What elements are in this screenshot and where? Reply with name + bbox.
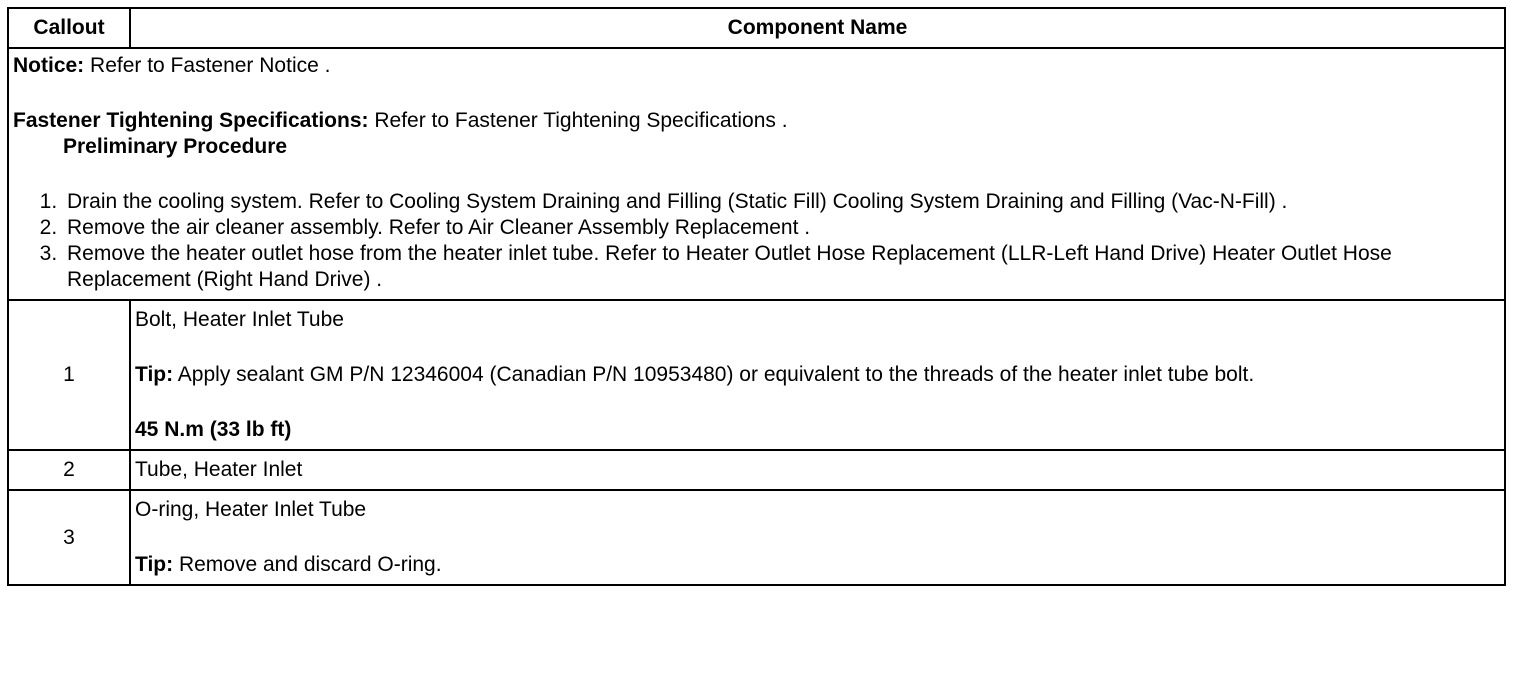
component-description xyxy=(130,300,1505,450)
header-component-name: Component Name xyxy=(130,8,1505,48)
preliminary-step: 1. Drain the cooling system. Refer to Cooling System Draining and Filling (Static Fill) Cooling System Draining and Filling (Vac-N-Fill) . xyxy=(63,189,1500,215)
component-description xyxy=(130,490,1505,585)
component-description xyxy=(130,450,1505,490)
component-table xyxy=(7,7,1506,586)
callout-number: 2 xyxy=(8,450,130,490)
tip-text: Remove and discard O-ring. xyxy=(173,553,442,576)
tip-label: Tip: xyxy=(135,553,174,576)
tip-line xyxy=(135,362,1500,388)
callout-number: 1 xyxy=(8,300,130,450)
header-row xyxy=(8,8,1505,48)
fastener-spec-text: Refer to Fastener Tightening Specifications . xyxy=(368,109,788,132)
notice-cell xyxy=(8,48,1505,300)
torque-spec: 45 N.m (33 lb ft) xyxy=(135,418,292,441)
notice-row xyxy=(8,48,1505,300)
preliminary-step: 3. Remove the heater outlet hose from the heater inlet tube. Refer to Heater Outlet Hose Replacement (LLR-Left Hand Drive) Heater Outlet Hose Replacement (Right Hand Drive) . xyxy=(63,241,1500,293)
component-name: Tube, Heater Inlet xyxy=(135,458,303,481)
fastener-spec-label: Fastener Tightening Specifications: xyxy=(13,109,369,132)
header-callout: Callout xyxy=(8,8,130,48)
preliminary-step: 2. Remove the air cleaner assembly. Refer to Air Cleaner Assembly Replacement . xyxy=(63,215,1500,241)
table-row xyxy=(8,450,1505,490)
fastener-spec-line xyxy=(13,108,1500,134)
preliminary-procedure-title: Preliminary Procedure xyxy=(63,135,288,158)
notice-text: Refer to Fastener Notice . xyxy=(84,54,331,77)
table-row xyxy=(8,490,1505,585)
callout-number: 3 xyxy=(8,490,130,585)
preliminary-steps xyxy=(13,189,1500,293)
table-row xyxy=(8,300,1505,450)
component-name: O-ring, Heater Inlet Tube xyxy=(135,498,367,521)
component-name: Bolt, Heater Inlet Tube xyxy=(135,308,344,331)
notice-line xyxy=(13,53,1500,79)
tip-label: Tip: xyxy=(135,363,174,386)
tip-line xyxy=(135,552,1500,578)
notice-label: Notice: xyxy=(13,54,85,77)
tip-text: Apply sealant GM P/N 12346004 (Canadian P/N 10953480) or equivalent to the threads of the heater inlet tube bolt. xyxy=(173,363,1255,386)
